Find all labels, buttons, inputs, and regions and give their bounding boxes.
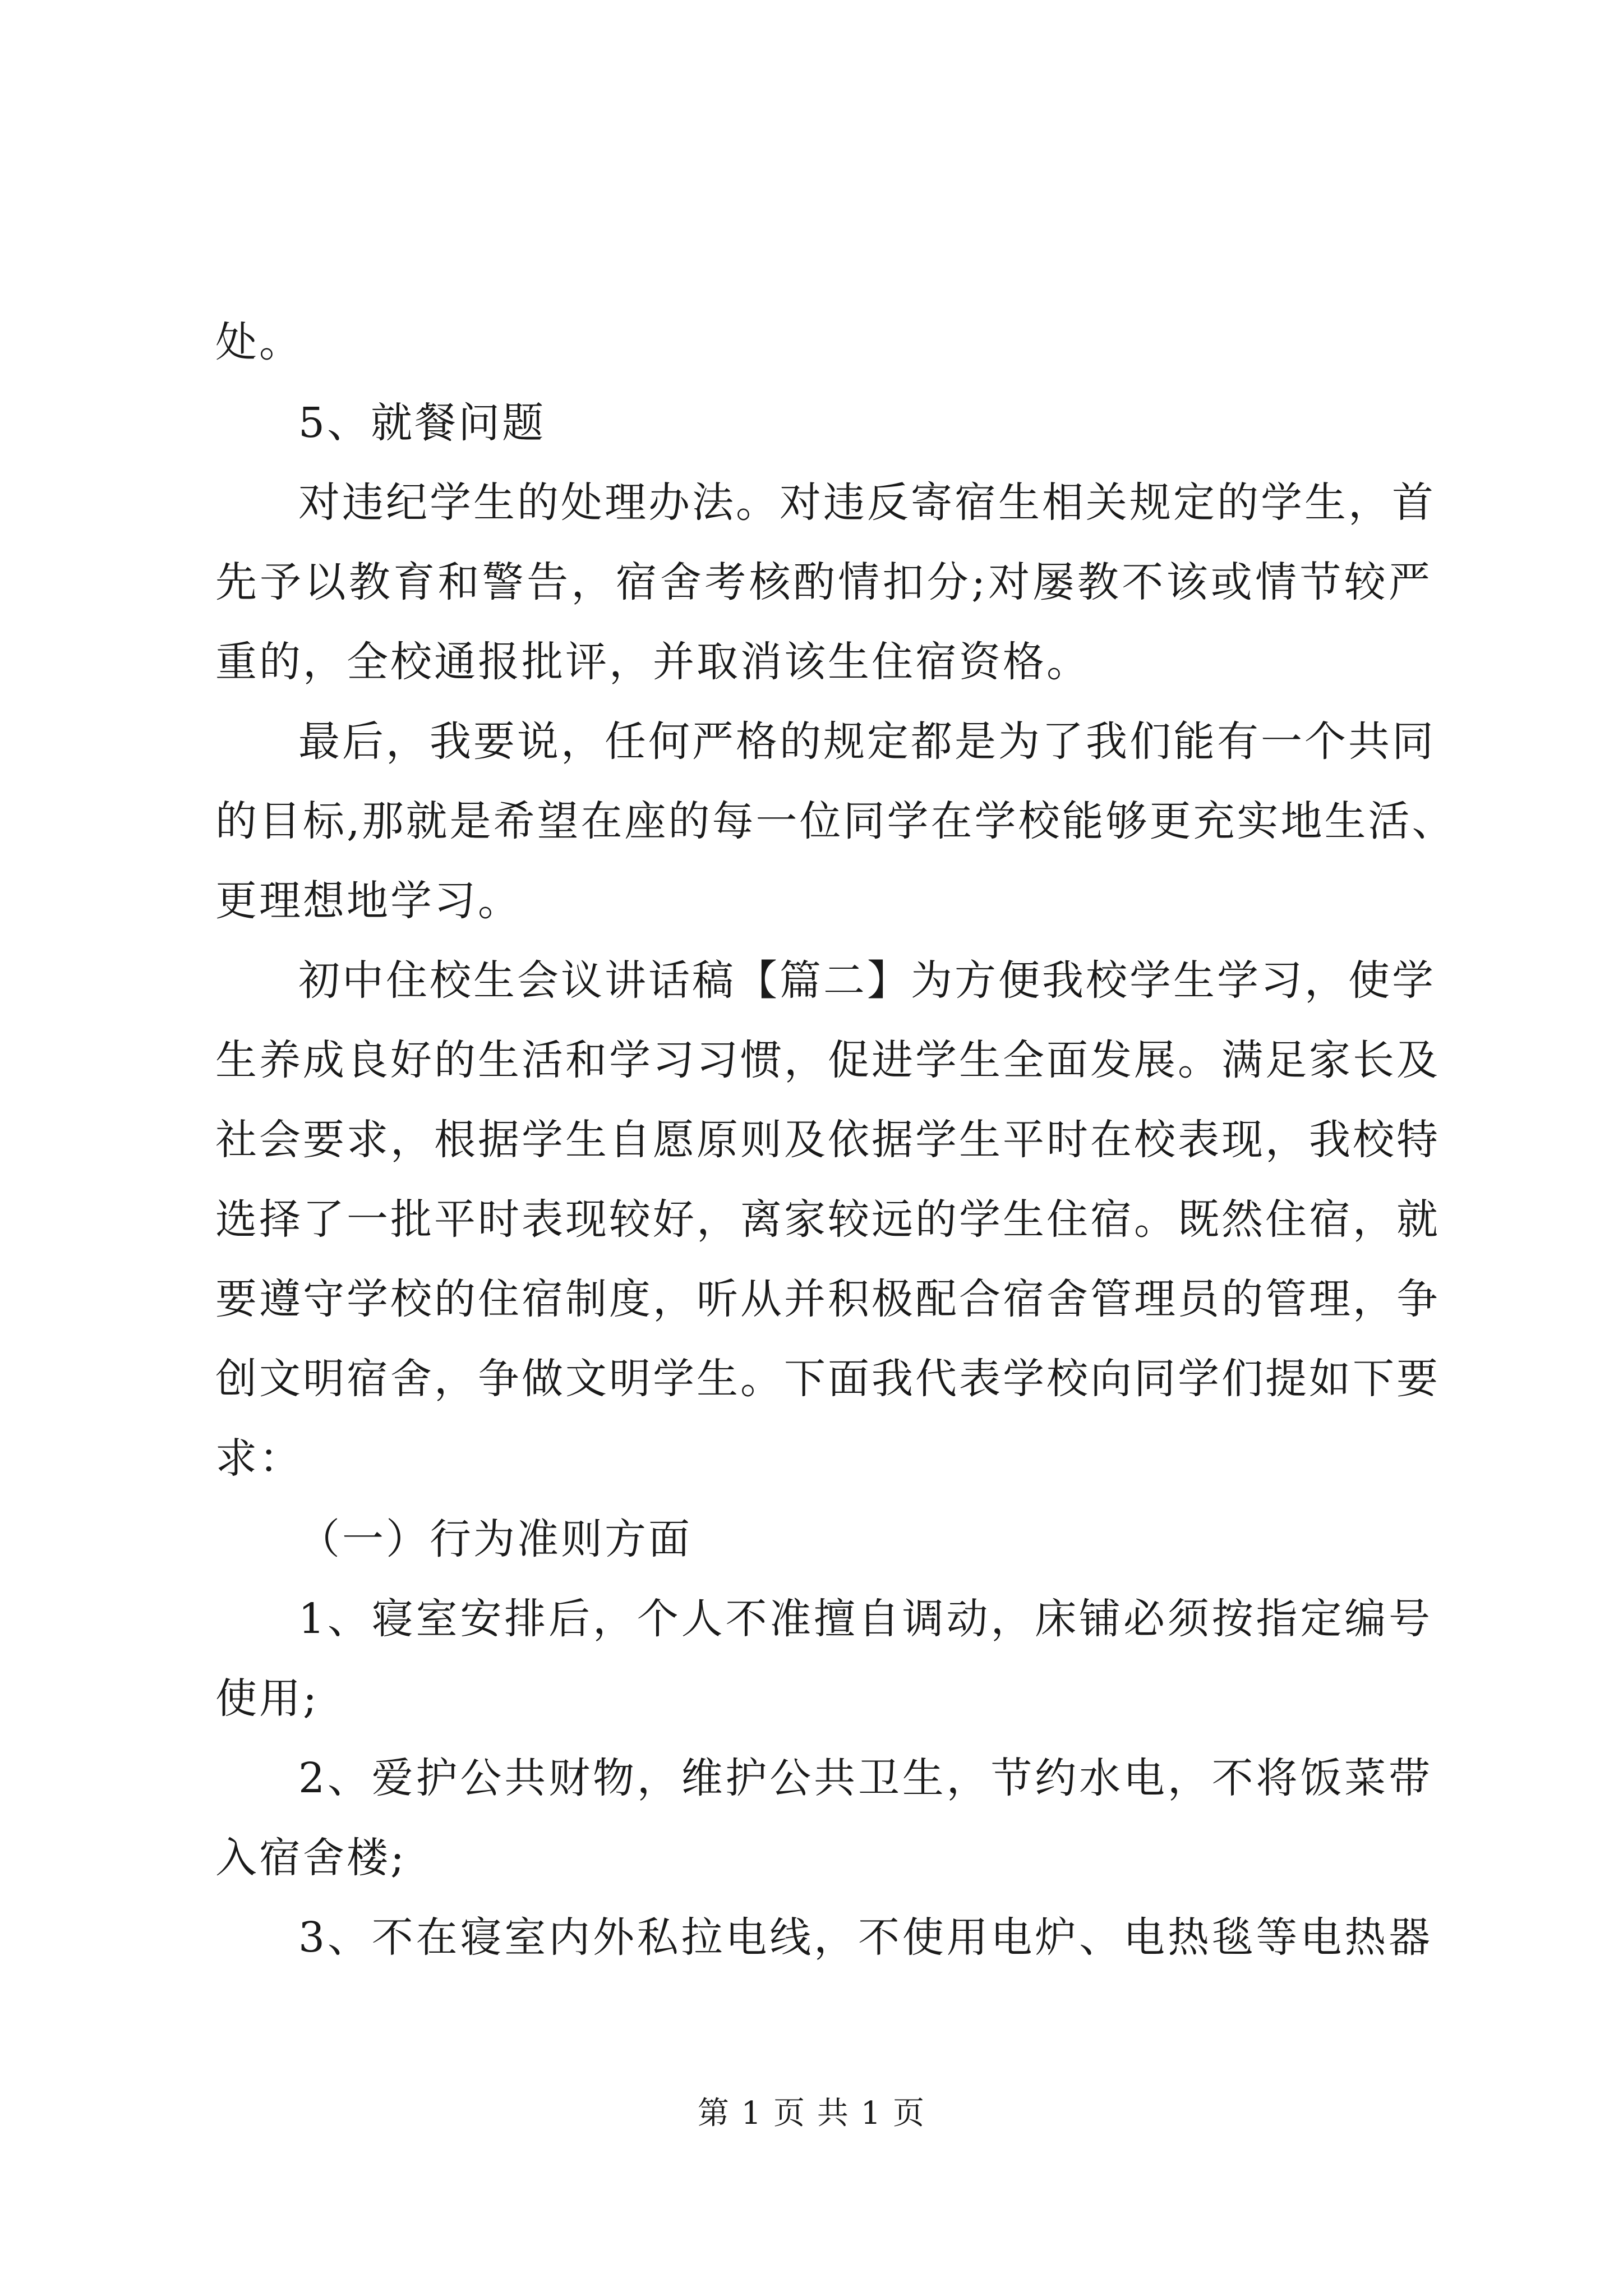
page-footer: 第 1 页 共 1 页 — [697, 2095, 926, 2132]
text-line: 处。 — [215, 318, 303, 366]
text-line: 的目标,那就是希望在座的每一位同学在学校能够更充实地生活、 — [215, 797, 1456, 845]
section-heading: （一）行为准则方面 — [298, 1515, 692, 1563]
text-line: 求： — [215, 1434, 303, 1483]
text-line: 重的，全校通报批评，并取消该生住宿资格。 — [215, 638, 1090, 686]
text-line: 2、爱护公共财物，维护公共卫生，节约水电，不将饭菜带 — [298, 1754, 1432, 1802]
text-line: 1、寝室安排后，个人不准擅自调动，床铺必须按指定编号 — [298, 1595, 1432, 1643]
section-heading: 5、就餐问题 — [298, 399, 546, 447]
text-line: 更理想地学习。 — [215, 877, 522, 925]
text-line: 初中住校生会议讲话稿【篇二】为方便我校学生学习，使学 — [298, 956, 1436, 1005]
text-line: 入宿舍楼; — [215, 1834, 407, 1882]
text-line: 对违纪学生的处理办法。对违反寄宿生相关规定的学生，首 — [298, 478, 1436, 527]
text-line: 生养成良好的生活和学习习惯，促进学生全面发展。满足家长及 — [215, 1036, 1440, 1084]
text-line: 先予以教育和警告，宿舍考核酌情扣分;对屡教不该或情节较严 — [215, 558, 1432, 606]
text-line: 创文明宿舍，争做文明学生。下面我代表学校向同学们提如下要 — [215, 1355, 1440, 1403]
text-line: 使用; — [215, 1674, 319, 1723]
text-line: 选择了一批平时表现较好，离家较远的学生住宿。既然住宿，就 — [215, 1195, 1440, 1244]
text-line: 社会要求，根据学生自愿原则及依据学生平时在校表现，我校特 — [215, 1116, 1440, 1164]
text-line: 要遵守学校的住宿制度，听从并积极配合宿舍管理员的管理，争 — [215, 1275, 1440, 1323]
text-line: 最后，我要说，任何严格的规定都是为了我们能有一个共同 — [298, 717, 1436, 766]
text-line: 3、不在寝室内外私拉电线，不使用电炉、电热毯等电热器 — [298, 1913, 1432, 1962]
